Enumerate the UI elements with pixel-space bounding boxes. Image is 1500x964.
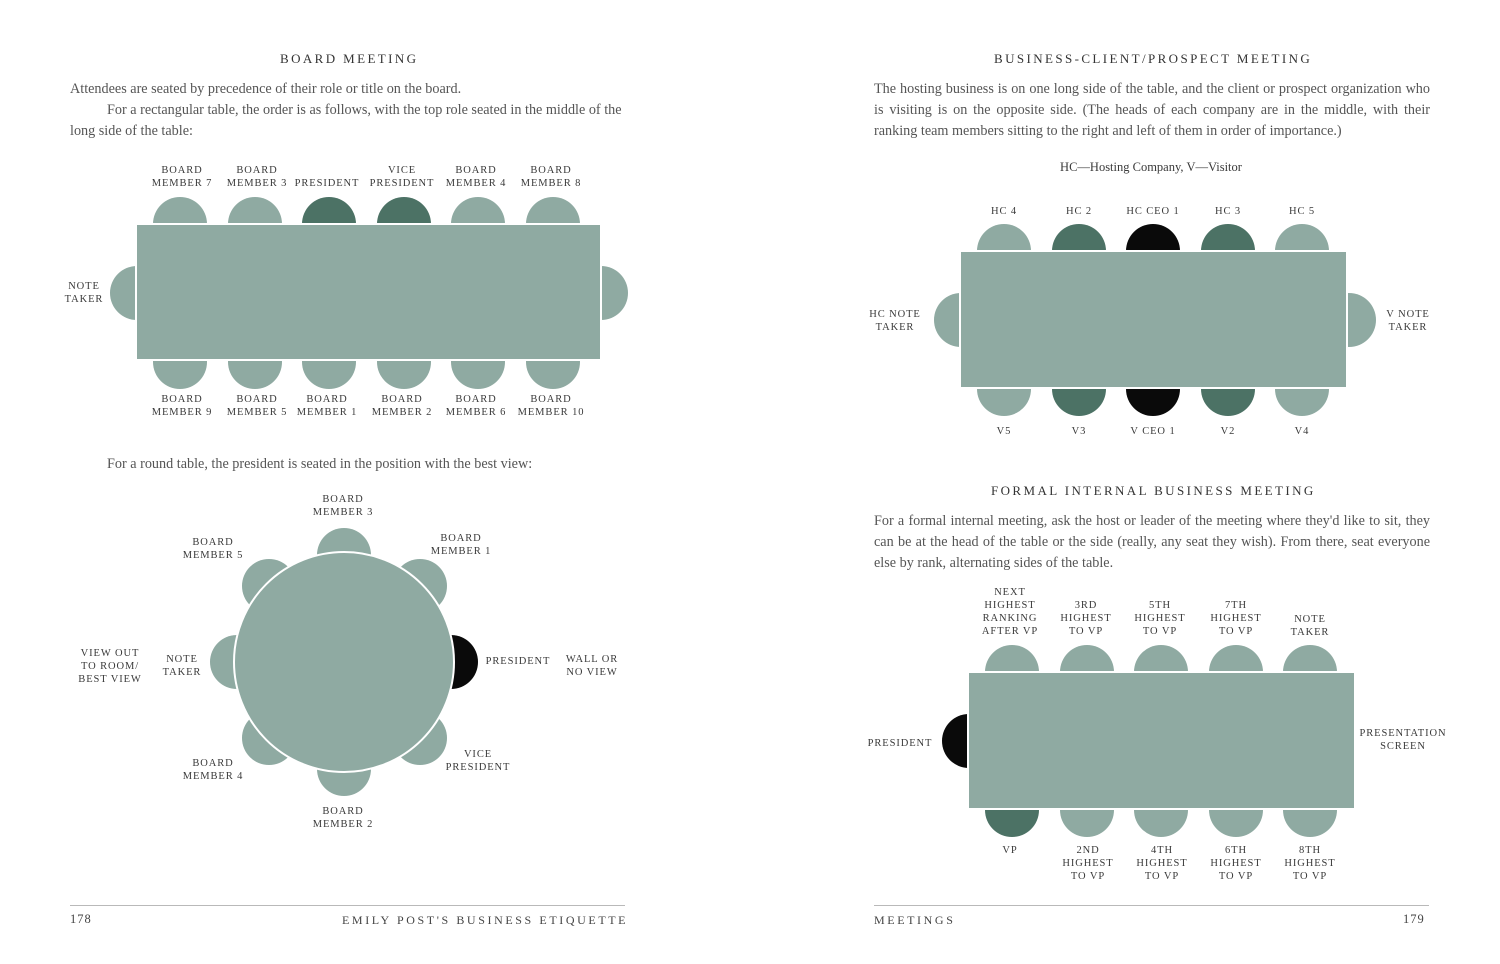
v-label-5: V4: [1294, 426, 1310, 437]
hc-label-1: HC 4: [990, 206, 1018, 217]
round-label-top-left: BOARD MEMBER 5: [182, 537, 244, 561]
formal-bottom-label-2: 2ND HIGHEST TO VP: [1062, 845, 1114, 882]
v-label-4: V2: [1220, 426, 1236, 437]
round-label-top: BOARD MEMBER 3: [312, 494, 374, 518]
client-meeting-paragraph: The hosting business is on one long side of the table, and the client or prospect organization who is visiting is on the opposite side. (The heads of each company are in the middle, with their ranking team members sitting to the right and left of them in order of importance.): [874, 81, 1430, 139]
presentation-screen-label: PRESENTATION SCREEN: [1359, 728, 1447, 752]
label-top-1: BOARD MEMBER 7: [151, 165, 213, 189]
board-intro-paragraph: Attendees are seated by precedence of their role or title on the board.: [70, 81, 462, 97]
round-label-bottom: BOARD MEMBER 2: [312, 806, 374, 830]
formal-top-label-2: 3RD HIGHEST TO VP: [1060, 600, 1112, 637]
board-meeting-heading: BOARD MEETING: [280, 51, 419, 66]
label-bottom-3: BOARD MEMBER 1: [296, 394, 358, 418]
formal-bottom-label-5: 8TH HIGHEST TO VP: [1284, 845, 1336, 882]
round-table-paragraph: For a round table, the president is seated in the position with the best view:: [107, 456, 533, 472]
round-label-right: PRESIDENT: [485, 656, 551, 667]
formal-top-label-4: 7TH HIGHEST TO VP: [1210, 600, 1262, 637]
label-top-2: BOARD MEMBER 3: [226, 165, 288, 189]
label-top-4: VICE PRESIDENT: [369, 165, 435, 189]
hc-label-5: HC 5: [1288, 206, 1316, 217]
formal-meeting-paragraph: For a formal internal meeting, ask the host or leader of the meeting where they'd like to sit, they can be at the head of the table or the side (really, any seat they wish). From there, seat everyone else by rank, alternating sides of the table.: [874, 513, 1430, 571]
page-number: 178: [70, 912, 92, 926]
label-top-6: BOARD MEMBER 8: [520, 165, 582, 189]
formal-top-label-3: 5TH HIGHEST TO VP: [1134, 600, 1186, 637]
formal-bottom-label-4: 6TH HIGHEST TO VP: [1210, 845, 1262, 882]
client-meeting-heading: BUSINESS-CLIENT/PROSPECT MEETING: [994, 51, 1313, 66]
rect-table: [135, 223, 602, 361]
formal-bottom-label-3: 4TH HIGHEST TO VP: [1136, 845, 1188, 882]
v-label-1: V5: [996, 426, 1012, 437]
formal-top-label-5: NOTE TAKER: [1290, 614, 1330, 638]
label-bottom-4: BOARD MEMBER 2: [371, 394, 433, 418]
formal-top-label-1: NEXT HIGHEST RANKING AFTER VP: [981, 587, 1039, 637]
round-label-left: NOTE TAKER: [162, 654, 202, 678]
formal-bottom-label-1: VP: [1002, 845, 1018, 856]
rect-table-paragraph: For a rectangular table, the order is as follows, with the top role seated in the middle of the long side of the table:: [70, 102, 622, 139]
right-page: [750, 0, 1500, 964]
label-bottom-2: BOARD MEMBER 5: [226, 394, 288, 418]
running-head-right: MEETINGS: [874, 913, 956, 927]
hc-label-3: HC CEO 1: [1126, 206, 1180, 217]
formal-meeting-heading: FORMAL INTERNAL BUSINESS MEETING: [991, 483, 1316, 498]
label-bottom-5: BOARD MEMBER 6: [445, 394, 507, 418]
round-label-best-view: VIEW OUT TO ROOM/ BEST VIEW: [78, 648, 142, 685]
formal-president-label: PRESIDENT: [867, 738, 933, 749]
round-label-bottom-right: VICE PRESIDENT: [445, 749, 511, 773]
round-label-bottom-left: BOARD MEMBER 4: [182, 758, 244, 782]
hc-label-2: HC 2: [1065, 206, 1093, 217]
label-bottom-1: BOARD MEMBER 9: [151, 394, 213, 418]
label-top-3: PRESIDENT: [294, 178, 360, 189]
v-label-3: V CEO 1: [1130, 426, 1176, 437]
client-table: [959, 250, 1348, 389]
v-note-taker-label: V NOTE TAKER: [1386, 309, 1430, 333]
round-label-no-view: WALL OR NO VIEW: [565, 654, 619, 678]
v-label-2: V3: [1071, 426, 1087, 437]
formal-table: [967, 671, 1356, 810]
round-table: [233, 551, 455, 773]
footer-rule: [70, 905, 625, 906]
legend-caption: HC—Hosting Company, V—Visitor: [1060, 160, 1242, 174]
hc-note-taker-label: HC NOTE TAKER: [869, 309, 921, 333]
hc-label-4: HC 3: [1214, 206, 1242, 217]
running-head: EMILY POST'S BUSINESS ETIQUETTE: [342, 913, 629, 927]
label-bottom-6: BOARD MEMBER 10: [517, 394, 585, 418]
page-number-right: 179: [1403, 912, 1425, 926]
label-note-taker: NOTE TAKER: [64, 281, 104, 305]
label-top-5: BOARD MEMBER 4: [445, 165, 507, 189]
round-label-top-right: BOARD MEMBER 1: [430, 533, 492, 557]
footer-rule-right: [874, 905, 1429, 906]
